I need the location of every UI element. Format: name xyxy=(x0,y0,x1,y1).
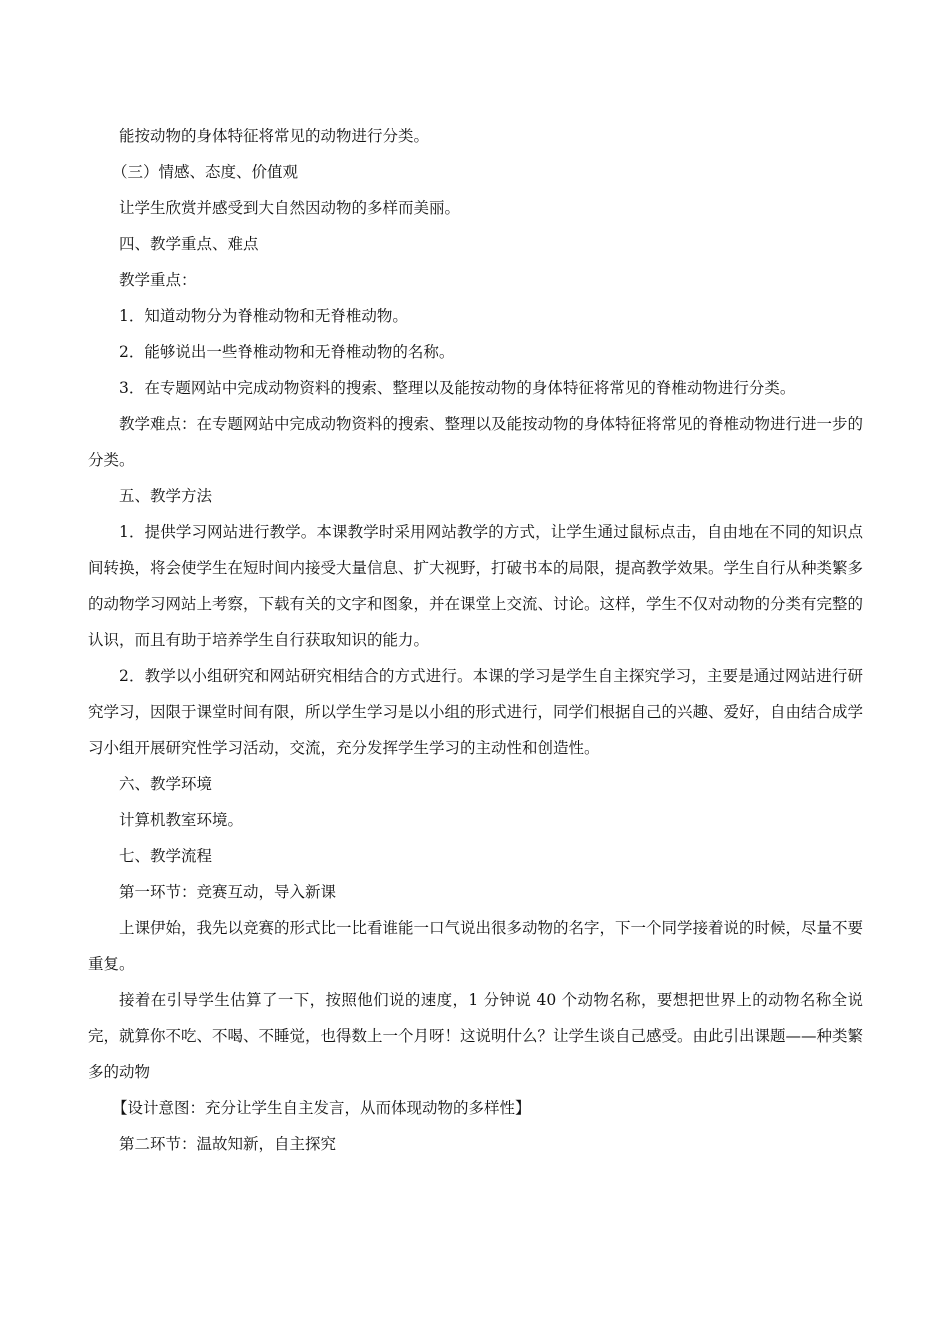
paragraph-appreciation-goal: 让学生欣赏并感受到大自然因动物的多样而美丽。 xyxy=(119,199,461,217)
paragraph-environment: 计算机教室环境。 xyxy=(119,811,244,829)
paragraph-method-1: 1．提供学习网站进行教学。本课教学时采用网站教学的方式，让学生通过鼠标点击，自由地在不同的知识点间转换，将会使学生在短时间内接受大量信息、扩大视野，打破书本的局限，提高教学效果。学生自行从种类繁多的动物学习网站上考察，下载有关的文字和图象，并在课堂上交流、讨论。这样，学生不仅对动物的分类有完整的认识，而且有助于培养学生自行获取知识的能力。 xyxy=(88,523,864,649)
heading-step-2: 第二环节：温故知新，自主探究 xyxy=(119,1135,337,1153)
paragraph-method-2: 2．教学以小组研究和网站研究相结合的方式进行。本课的学习是学生自主探究学习，主要是通过网站进行研究学习，因限于课堂时间有限，所以学生学习是以小组的形式进行，同学们根据自己的兴趣、爱好，自由结合成学习小组开展研究性学习活动，交流，充分发挥学生学习的主动性和创造性。 xyxy=(88,667,864,757)
note-design-intent: 【设计意图：充分让学生自主发言，从而体现动物的多样性】 xyxy=(112,1099,531,1117)
paragraph-step-1-intro: 上课伊始，我先以竞赛的形式比一比看谁能一口气说出很多动物的名字，下一个同学接着说的时候，尽量不要重复。 xyxy=(88,919,864,973)
paragraph-step-1-estimate: 接着在引导学生估算了一下，按照他们说的速度，1 分钟说 40 个动物名称，要想把世界上的动物名称全说完，就算你不吃、不喝、不睡觉，也得数上一个月呀！这说明什么？让学生谈自己感受。由此引出课题——种类繁多的动物 xyxy=(88,991,864,1081)
label-key-points: 教学重点： xyxy=(119,271,197,289)
heading-teaching-environment: 六、教学环境 xyxy=(119,775,213,793)
heading-teaching-methods: 五、教学方法 xyxy=(119,487,213,505)
heading-step-1: 第一环节：竞赛互动，导入新课 xyxy=(119,883,337,901)
list-item-key-point-3: 3．在专题网站中完成动物资料的搜索、整理以及能按动物的身体特征将常见的脊椎动物进行分类。 xyxy=(119,379,796,397)
heading-teaching-process: 七、教学流程 xyxy=(119,847,213,865)
list-item-key-point-2: 2．能够说出一些脊椎动物和无脊椎动物的名称。 xyxy=(119,343,455,361)
heading-emotion-attitude-values: （三）情感、态度、价值观 xyxy=(112,163,299,181)
heading-key-points-difficulties: 四、教学重点、难点 xyxy=(119,235,259,253)
paragraph-classification-skill: 能按动物的身体特征将常见的动物进行分类。 xyxy=(119,127,430,145)
paragraph-difficulty: 教学难点：在专题网站中完成动物资料的搜索、整理以及能按动物的身体特征将常见的脊椎动物进行进一步的分类。 xyxy=(88,415,864,469)
document-body xyxy=(88,118,863,1162)
list-item-key-point-1: 1．知道动物分为脊椎动物和无脊椎动物。 xyxy=(119,307,408,325)
